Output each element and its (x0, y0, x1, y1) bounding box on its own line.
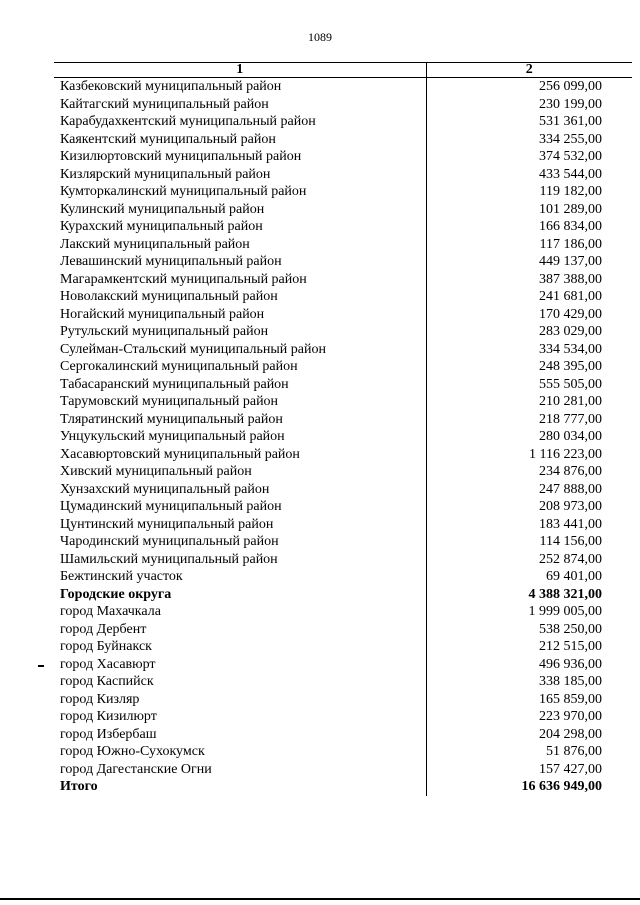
table-row (54, 428, 632, 446)
row-value: 1 116 223,00 (426, 446, 632, 464)
row-name: Каякентский муниципальный район (60, 131, 276, 147)
table-row (54, 218, 632, 236)
row-name: Курахский муниципальный район (60, 219, 263, 234)
table-row (54, 638, 632, 656)
row-name: город Хасавюрт (60, 656, 156, 672)
row-name: Ногайский муниципальный район (60, 306, 265, 322)
row-value: 496 936,00 (426, 656, 632, 674)
row-name: Новолакский муниципальный район (60, 289, 278, 304)
row-value: 283 029,00 (426, 323, 632, 341)
table-row (54, 393, 632, 411)
budget-table (54, 62, 632, 796)
row-name: Тарумовский муниципальный район (60, 394, 279, 409)
row-name: город Южно-Сухокумск (60, 744, 205, 759)
row-value: 170 429,00 (426, 306, 632, 324)
row-value: 433 544,00 (426, 166, 632, 184)
table-row (54, 586, 632, 604)
stray-mark (38, 665, 44, 667)
table-row (54, 183, 632, 201)
row-name: город Кизляр (60, 691, 140, 707)
row-name: Хунзахский муниципальный район (60, 481, 270, 497)
row-value: 223 970,00 (426, 708, 632, 726)
table-row (54, 131, 632, 149)
row-value: 210 281,00 (426, 393, 632, 411)
row-value: 230 199,00 (426, 96, 632, 114)
row-name: Унцукульский муниципальный район (60, 429, 285, 444)
row-value: 51 876,00 (426, 743, 632, 761)
row-name: Сулейман-Стальский муниципальный район (60, 341, 326, 357)
row-value: 69 401,00 (426, 568, 632, 586)
row-value: 183 441,00 (426, 516, 632, 534)
table-row (54, 411, 632, 429)
row-value: 256 099,00 (426, 78, 632, 96)
row-value: 538 250,00 (426, 621, 632, 639)
column-header-2: 2 (426, 63, 632, 78)
table-row (54, 323, 632, 341)
row-value: 101 289,00 (426, 201, 632, 219)
row-name: Чародинский муниципальный район (60, 534, 279, 549)
table-row (54, 463, 632, 481)
table-row (54, 603, 632, 621)
row-name: Кизлярский муниципальный район (60, 166, 271, 182)
table-row (54, 376, 632, 394)
table-row (54, 271, 632, 289)
table-row (54, 306, 632, 324)
table-row (54, 498, 632, 516)
table-row (54, 236, 632, 254)
row-value: 374 532,00 (426, 148, 632, 166)
table-row (54, 691, 632, 709)
row-value: 555 505,00 (426, 376, 632, 394)
table-row (54, 201, 632, 219)
row-value: 117 186,00 (426, 236, 632, 254)
table-row (54, 96, 632, 114)
table-row (54, 358, 632, 376)
table-row (54, 656, 632, 674)
row-name: Бежтинский участок (60, 569, 183, 584)
row-name: город Дагестанские Огни (60, 761, 212, 777)
row-name: город Дербент (60, 621, 147, 637)
table-row (54, 551, 632, 569)
table-row (54, 288, 632, 306)
row-name: Тляратинский муниципальный район (60, 411, 283, 427)
row-value: 531 361,00 (426, 113, 632, 131)
table-row (54, 708, 632, 726)
row-value: 16 636 949,00 (426, 778, 632, 796)
table-row (54, 446, 632, 464)
row-value: 4 388 321,00 (426, 586, 632, 604)
row-value: 387 388,00 (426, 271, 632, 289)
row-value: 247 888,00 (426, 481, 632, 499)
column-header-1: 1 (54, 63, 426, 78)
table-row (54, 113, 632, 131)
table-row (54, 516, 632, 534)
row-value: 208 973,00 (426, 498, 632, 516)
table-row (54, 673, 632, 691)
row-value: 280 034,00 (426, 428, 632, 446)
table-row (54, 621, 632, 639)
table-row (54, 726, 632, 744)
row-name: Хивский муниципальный район (60, 464, 252, 479)
bottom-rule (0, 898, 640, 900)
row-name: город Избербаш (60, 726, 157, 742)
table-row (54, 481, 632, 499)
row-name: Кизилюртовский муниципальный район (60, 149, 302, 164)
row-value: 334 534,00 (426, 341, 632, 359)
row-name: Шамильский муниципальный район (60, 551, 278, 567)
row-value: 338 185,00 (426, 673, 632, 691)
row-name: Цумадинский муниципальный район (60, 499, 282, 514)
row-name: Хасавюртовский муниципальный район (60, 446, 300, 462)
table-row (54, 743, 632, 761)
table-row (54, 568, 632, 586)
row-name: город Буйнакск (60, 639, 152, 654)
table-header-row (54, 63, 632, 78)
row-name: Карабудахкентский муниципальный район (60, 114, 316, 129)
row-value: 334 255,00 (426, 131, 632, 149)
table-row (54, 253, 632, 271)
row-value: 1 999 005,00 (426, 603, 632, 621)
table-row (54, 166, 632, 184)
row-name: Кулинский муниципальный район (60, 201, 265, 217)
row-value: 157 427,00 (426, 761, 632, 779)
row-value: 204 298,00 (426, 726, 632, 744)
table-row (54, 533, 632, 551)
table-body (54, 78, 632, 796)
row-name: Итого (60, 779, 98, 794)
row-name: Цунтинский муниципальный район (60, 516, 274, 532)
row-name: Лакский муниципальный район (60, 236, 250, 252)
table-row (54, 778, 632, 796)
row-value: 241 681,00 (426, 288, 632, 306)
row-name: Магарамкентский муниципальный район (60, 271, 307, 287)
row-name: Казбековский муниципальный район (60, 79, 282, 94)
row-name: Сергокалинский муниципальный район (60, 359, 298, 374)
row-name: город Кизилюрт (60, 709, 157, 724)
table-row (54, 148, 632, 166)
table-row (54, 761, 632, 779)
row-name: город Каспийск (60, 674, 154, 689)
row-value: 119 182,00 (426, 183, 632, 201)
row-name: Городские округа (60, 586, 172, 602)
row-value: 234 876,00 (426, 463, 632, 481)
row-value: 165 859,00 (426, 691, 632, 709)
row-name: город Махачкала (60, 604, 161, 619)
row-value: 252 874,00 (426, 551, 632, 569)
table-row (54, 78, 632, 96)
row-value: 218 777,00 (426, 411, 632, 429)
row-value: 248 395,00 (426, 358, 632, 376)
row-name: Кайтагский муниципальный район (60, 96, 269, 112)
page-number: 1089 (308, 30, 332, 44)
row-name: Табасаранский муниципальный район (60, 376, 289, 392)
row-name: Рутульский муниципальный район (60, 324, 269, 339)
row-name: Левашинский муниципальный район (60, 254, 282, 269)
row-name: Кумторкалинский муниципальный район (60, 184, 307, 199)
table-row (54, 341, 632, 359)
row-value: 114 156,00 (426, 533, 632, 551)
row-value: 166 834,00 (426, 218, 632, 236)
row-value: 449 137,00 (426, 253, 632, 271)
row-value: 212 515,00 (426, 638, 632, 656)
